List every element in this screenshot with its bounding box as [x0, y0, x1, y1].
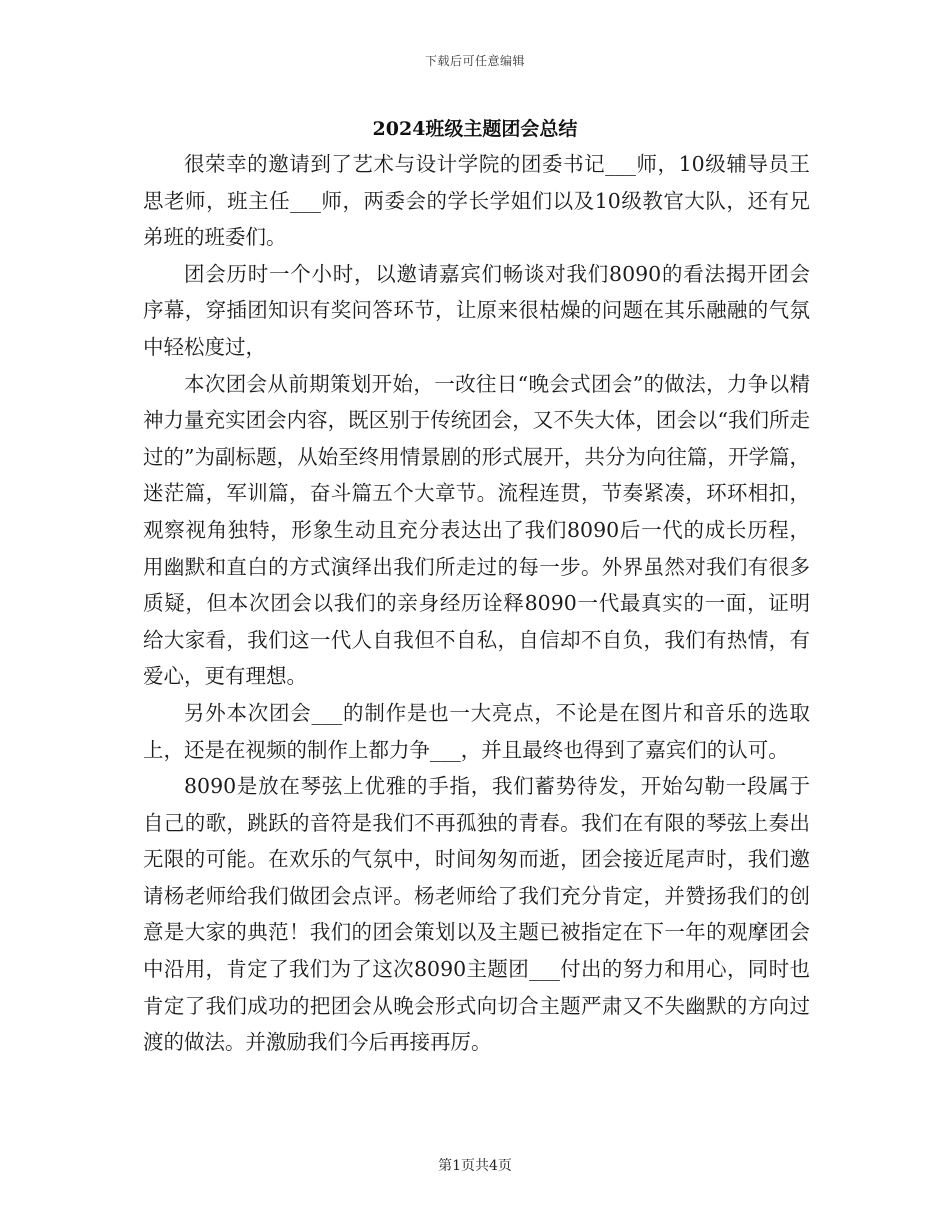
document-body [143, 146, 810, 1061]
document-title: 2024班级主题团会总结 [372, 118, 578, 140]
paragraph: 很荣幸的邀请到了艺术与设计学院的团委书记___师，10级辅导员王思老师，班主任___师，两委会的学长学姐们以及10级教官大队，还有兄弟班的班委们。 [143, 152, 810, 250]
paragraph: 8090是放在琴弦上优雅的手指，我们蓄势待发，开始勾勒一段属于自己的歌，跳跃的音符是我们不再孤独的青春。我们在有限的琴弦上奏出无限的可能。在欢乐的气氛中，时间匆匆而逝，团会接近尾声时，我们邀请杨老师给我们做团会点评。杨老师给了我们充分肯定，并赞扬我们的创意是大家的典范！我们的团会策划以及主题已被指定在下一年的观摩团会中沿用，肯定了我们为了这次8090主题团___付出的努力和用心，同时也肯定了我们成功的把团会从晚会形式向切合主题严肃又不失幽默的方向过渡的做法。并激励我们今后再接再厉。 [143, 774, 810, 1055]
paragraph: 团会历时一个小时，以邀请嘉宾们畅谈对我们8090的看法揭开团会序幕，穿插团知识有奖问答环节，让原来很枯燥的问题在其乐融融的气氛中轻松度过， [143, 261, 810, 359]
page-number: 第1页共4页 [438, 1158, 512, 1174]
paragraph: 另外本次团会___的制作是也一大亮点，不论是在图片和音乐的选取上，还是在视频的制作上都力争___，并且最终也得到了嘉宾们的认可。 [143, 700, 810, 762]
paragraph: 本次团会从前期策划开始，一改往日“晚会式团会”的做法，力争以精神力量充实团会内容，既区别于传统团会，又不失大体，团会以“我们所走过的”为副标题，从始至终用情景剧的形式展开，共分为向往篇，开学篇，迷茫篇，军训篇，奋斗篇五个大章节。流程连贯，节奏紧凑，环环相扣，观察视角独特，形象生动且充分表达出了我们8090后一代的成长历程，用幽默和直白的方式演绎出我们所走过的每一步。外界虽然对我们有很多质疑，但本次团会以我们的亲身经历诠释8090一代最真实的一面，证明给大家看，我们这一代人自我但不自私，自信却不自负，我们有热情，有爱心，更有理想。 [143, 371, 810, 689]
header-note: 下载后可任意编辑 [424, 54, 525, 68]
